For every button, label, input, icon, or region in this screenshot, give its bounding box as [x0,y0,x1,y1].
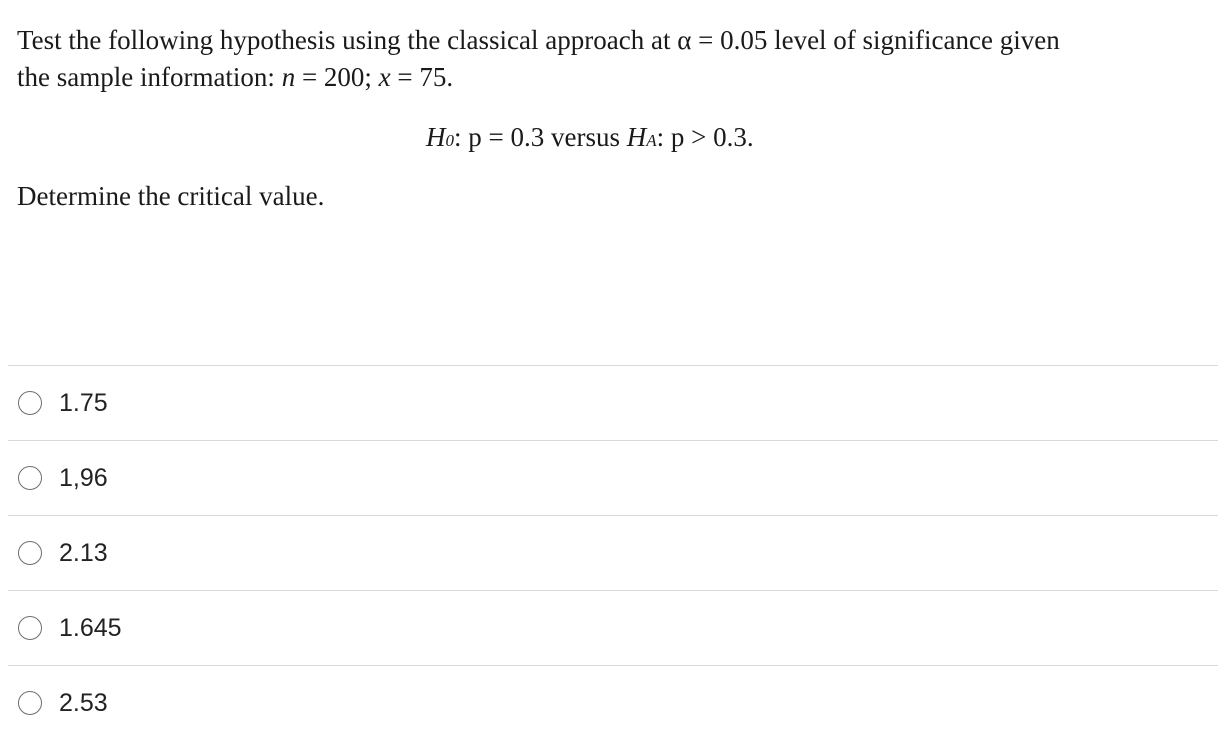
radio-button[interactable] [18,616,42,640]
radio-button[interactable] [18,466,42,490]
sample-size-variable: n [281,62,296,92]
answer-option-label: 1.75 [59,388,108,417]
successes-variable: x [378,62,391,92]
question-line-2 [17,59,1217,96]
answer-options [8,365,1218,740]
hypothesis-statement [426,119,754,159]
radio-button[interactable] [18,541,42,565]
alt-hypothesis-body: : p > 0.3. [656,122,754,152]
answer-option[interactable] [8,365,1218,440]
question-line-1: Test the following hypothesis using the classical approach at α = 0.05 level of significance given [17,25,1060,55]
null-hypothesis-subscript: 0 [445,131,454,150]
answer-option-label: 1,96 [59,463,108,492]
alt-hypothesis-symbol: H [626,122,647,152]
answer-option[interactable] [8,590,1218,665]
radio-button[interactable] [18,691,42,715]
answer-option-label: 2.13 [59,538,108,567]
instruction-text: Determine the critical value. [17,181,325,211]
null-hypothesis-symbol: H [426,122,446,152]
sample-size-value: = 200; [295,62,379,92]
answer-option[interactable] [8,440,1218,515]
answer-option[interactable] [8,665,1218,740]
alt-hypothesis-subscript: A [646,131,657,150]
radio-button[interactable] [18,391,42,415]
successes-value: = 75. [390,62,454,92]
answer-option-label: 2.53 [59,688,108,717]
null-hypothesis-body: : p = 0.3 versus [454,122,627,152]
answer-option-label: 1.645 [59,613,122,642]
question-line-2-prefix: the sample information: [17,62,282,92]
question-text [17,22,1217,96]
answer-option[interactable] [8,515,1218,590]
